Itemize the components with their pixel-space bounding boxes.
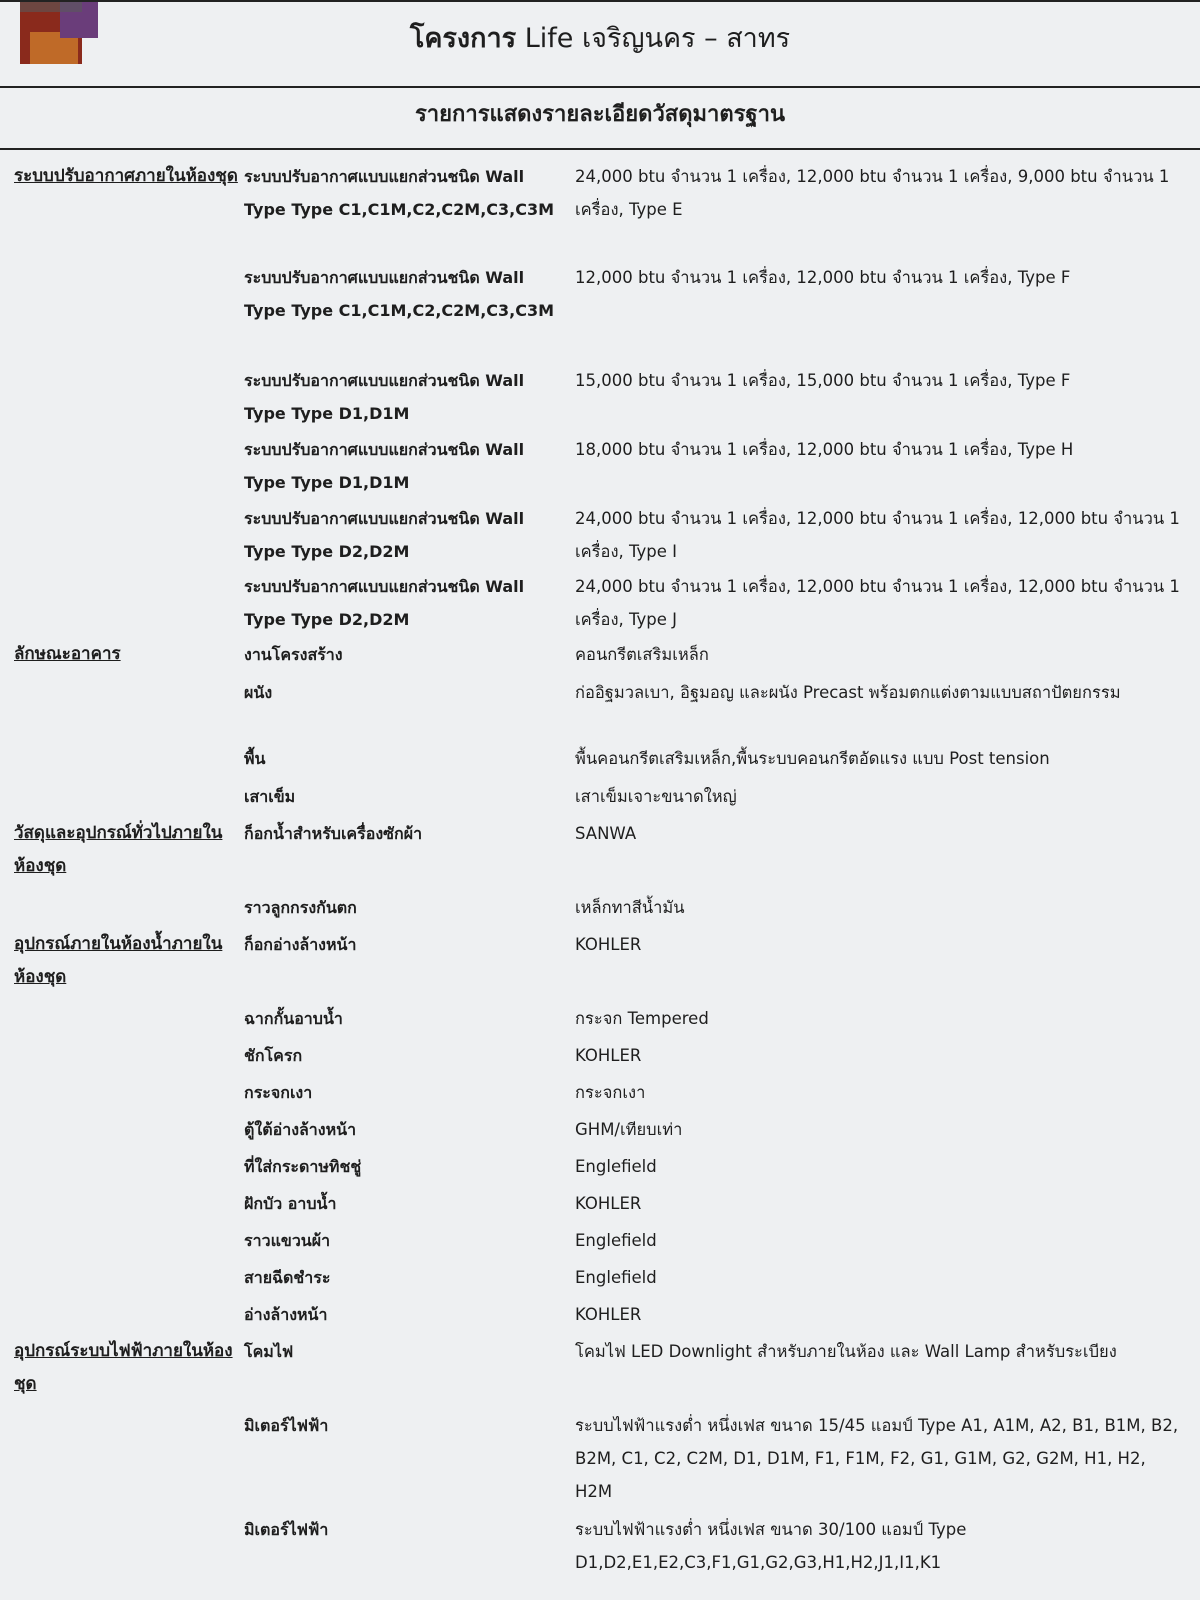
spec-row — [0, 160, 1200, 261]
item-label: ที่ใส่กระดาษทิชชู่ — [244, 1157, 362, 1176]
spec-row — [0, 261, 1200, 364]
spec-value: โคมไฟ LED Downlight สำหรับภายในห้อง และ Wall Lamp สำหรับระเบียง — [575, 1342, 1117, 1361]
spec-row — [0, 676, 1200, 742]
item-label: สายฉีดชำระ — [244, 1268, 331, 1287]
document-header — [0, 0, 1200, 88]
spec-value: คอนกรีตเสริมเหล็ก — [575, 645, 709, 664]
item-label: ฉากกั้นอาบน้ำ — [244, 1009, 343, 1028]
item-label: เสาเข็ม — [244, 787, 296, 806]
spec-value: 24,000 btu จำนวน 1 เครื่อง, 12,000 btu จำนวน 1 เครื่อง, 9,000 btu จำนวน 1 เครื่อง, Type E — [575, 167, 1170, 219]
spec-value: ก่ออิฐมวลเบา, อิฐมอญ และผนัง Precast พร้อมตกแต่งตามแบบสถาปัตยกรรม — [575, 683, 1121, 702]
project-title-bold: โครงการ — [409, 23, 517, 54]
spec-value: SANWA — [575, 824, 637, 843]
spec-value: 24,000 btu จำนวน 1 เครื่อง, 12,000 btu จำนวน 1 เครื่อง, 12,000 btu จำนวน 1 เครื่อง, Type J — [575, 577, 1180, 629]
spec-value: เหล็กทาสีน้ำมัน — [575, 898, 685, 917]
spec-value: กระจกเงา — [575, 1083, 646, 1102]
spec-value: พื้นคอนกรีตเสริมเหล็ก,พื้นระบบคอนกรีตอัดแรง แบบ Post tension — [575, 749, 1050, 768]
spec-value: 18,000 btu จำนวน 1 เครื่อง, 12,000 btu จำนวน 1 เครื่อง, Type H — [575, 440, 1074, 459]
spec-table — [0, 160, 1200, 1583]
project-title — [0, 16, 1200, 59]
spec-value: ระบบไฟฟ้าแรงต่ำ หนึ่งเฟส ขนาด 15/45 แอมป์ Type A1, A1M, A2, B1, B1M, B2, B2M, C1, C2, C2M, D1, D1M, F1, F1M, F2, G1, G1M, G2, G2M, H1, H2, H2M — [575, 1416, 1179, 1501]
item-label: ผนัง — [244, 683, 273, 702]
item-label: ตู้ใต้อ่างล้างหน้า — [244, 1120, 357, 1139]
category-label: ระบบปรับอากาศภายในห้องชุด — [14, 166, 238, 186]
spec-row — [0, 1187, 1200, 1224]
spec-row — [0, 433, 1200, 502]
spec-row — [0, 1224, 1200, 1261]
spec-value: GHM/เทียบเท่า — [575, 1120, 683, 1139]
spec-row — [0, 1261, 1200, 1298]
item-label: ระบบปรับอากาศแบบแยกส่วนชนิด Wall Type Type C1,C1M,C2,C2M,C3,C3M — [244, 167, 555, 219]
item-label: พื้น — [244, 749, 266, 768]
spec-row — [0, 364, 1200, 433]
item-label: ราวลูกกรงกันตก — [244, 898, 357, 917]
item-label: ระบบปรับอากาศแบบแยกส่วนชนิด Wall Type Type C1,C1M,C2,C2M,C3,C3M — [244, 268, 555, 320]
spec-value: เสาเข็มเจาะขนาดใหญ่ — [575, 787, 737, 806]
item-label: งานโครงสร้าง — [244, 645, 343, 664]
item-label: ระบบปรับอากาศแบบแยกส่วนชนิด Wall Type Type D2,D2M — [244, 577, 525, 629]
category-label: อุปกรณ์ภายในห้องน้ำภายในห้องชุด — [14, 934, 223, 987]
spec-row — [0, 1076, 1200, 1113]
spec-row — [0, 742, 1200, 780]
item-label: กระจกเงา — [244, 1083, 313, 1102]
category-label: วัสดุและอุปกรณ์ทั่วไปภายในห้องชุด — [14, 823, 223, 876]
item-label: มิเตอร์ไฟฟ้า — [244, 1416, 329, 1435]
spec-row — [0, 817, 1200, 891]
category-label: ลักษณะอาคาร — [14, 644, 121, 664]
spec-row — [0, 502, 1200, 570]
spec-row — [0, 1113, 1200, 1150]
item-label: ระบบปรับอากาศแบบแยกส่วนชนิด Wall Type Type D1,D1M — [244, 371, 525, 423]
spec-value: 12,000 btu จำนวน 1 เครื่อง, 12,000 btu จำนวน 1 เครื่อง, Type F — [575, 268, 1071, 287]
spec-row — [0, 891, 1200, 928]
spec-row — [0, 1002, 1200, 1039]
spec-row — [0, 1513, 1200, 1583]
item-label: ฝักบัว อาบน้ำ — [244, 1194, 337, 1213]
spec-row — [0, 570, 1200, 638]
spec-value: KOHLER — [575, 1194, 642, 1213]
category-label: อุปกรณ์ระบบไฟฟ้าภายในห้องชุด — [14, 1341, 233, 1394]
item-label: ระบบปรับอากาศแบบแยกส่วนชนิด Wall Type Type D2,D2M — [244, 509, 525, 561]
spec-value: Englefield — [575, 1268, 657, 1287]
item-label: อ่างล้างหน้า — [244, 1305, 328, 1324]
spec-value: Englefield — [575, 1231, 657, 1250]
spec-value: KOHLER — [575, 1305, 642, 1324]
spec-row — [0, 638, 1200, 676]
spec-value: ระบบไฟฟ้าแรงต่ำ หนึ่งเฟส ขนาด 30/100 แอมป์ Type D1,D2,E1,E2,C3,F1,G1,G2,G3,H1,H2,J1,I1,K1 — [575, 1520, 967, 1572]
spec-value: Englefield — [575, 1157, 657, 1176]
item-label: โคมไฟ — [244, 1342, 294, 1361]
item-label: ชักโครก — [244, 1046, 303, 1065]
spec-value: KOHLER — [575, 935, 642, 954]
item-label: ราวแขวนผ้า — [244, 1231, 331, 1250]
item-label: มิเตอร์ไฟฟ้า — [244, 1520, 329, 1539]
spec-row — [0, 1298, 1200, 1335]
spec-row — [0, 1409, 1200, 1513]
spec-row — [0, 1335, 1200, 1409]
spec-value: กระจก Tempered — [575, 1009, 709, 1028]
spec-row — [0, 780, 1200, 817]
project-title-rest: Life เจริญนคร – สาทร — [516, 23, 791, 54]
item-label: ระบบปรับอากาศแบบแยกส่วนชนิด Wall Type Type D1,D1M — [244, 440, 525, 492]
document-subtitle: รายการแสดงรายละเอียดวัสดุมาตรฐาน — [0, 88, 1200, 150]
spec-row — [0, 1150, 1200, 1187]
spec-value: 15,000 btu จำนวน 1 เครื่อง, 15,000 btu จำนวน 1 เครื่อง, Type F — [575, 371, 1071, 390]
spec-value: 24,000 btu จำนวน 1 เครื่อง, 12,000 btu จำนวน 1 เครื่อง, 12,000 btu จำนวน 1 เครื่อง, Type I — [575, 509, 1180, 561]
spec-row — [0, 928, 1200, 1002]
spec-row — [0, 1039, 1200, 1076]
item-label: ก็อกน้ำสำหรับเครื่องซักผ้า — [244, 824, 423, 843]
spec-value: KOHLER — [575, 1046, 642, 1065]
item-label: ก็อกอ่างล้างหน้า — [244, 935, 357, 954]
